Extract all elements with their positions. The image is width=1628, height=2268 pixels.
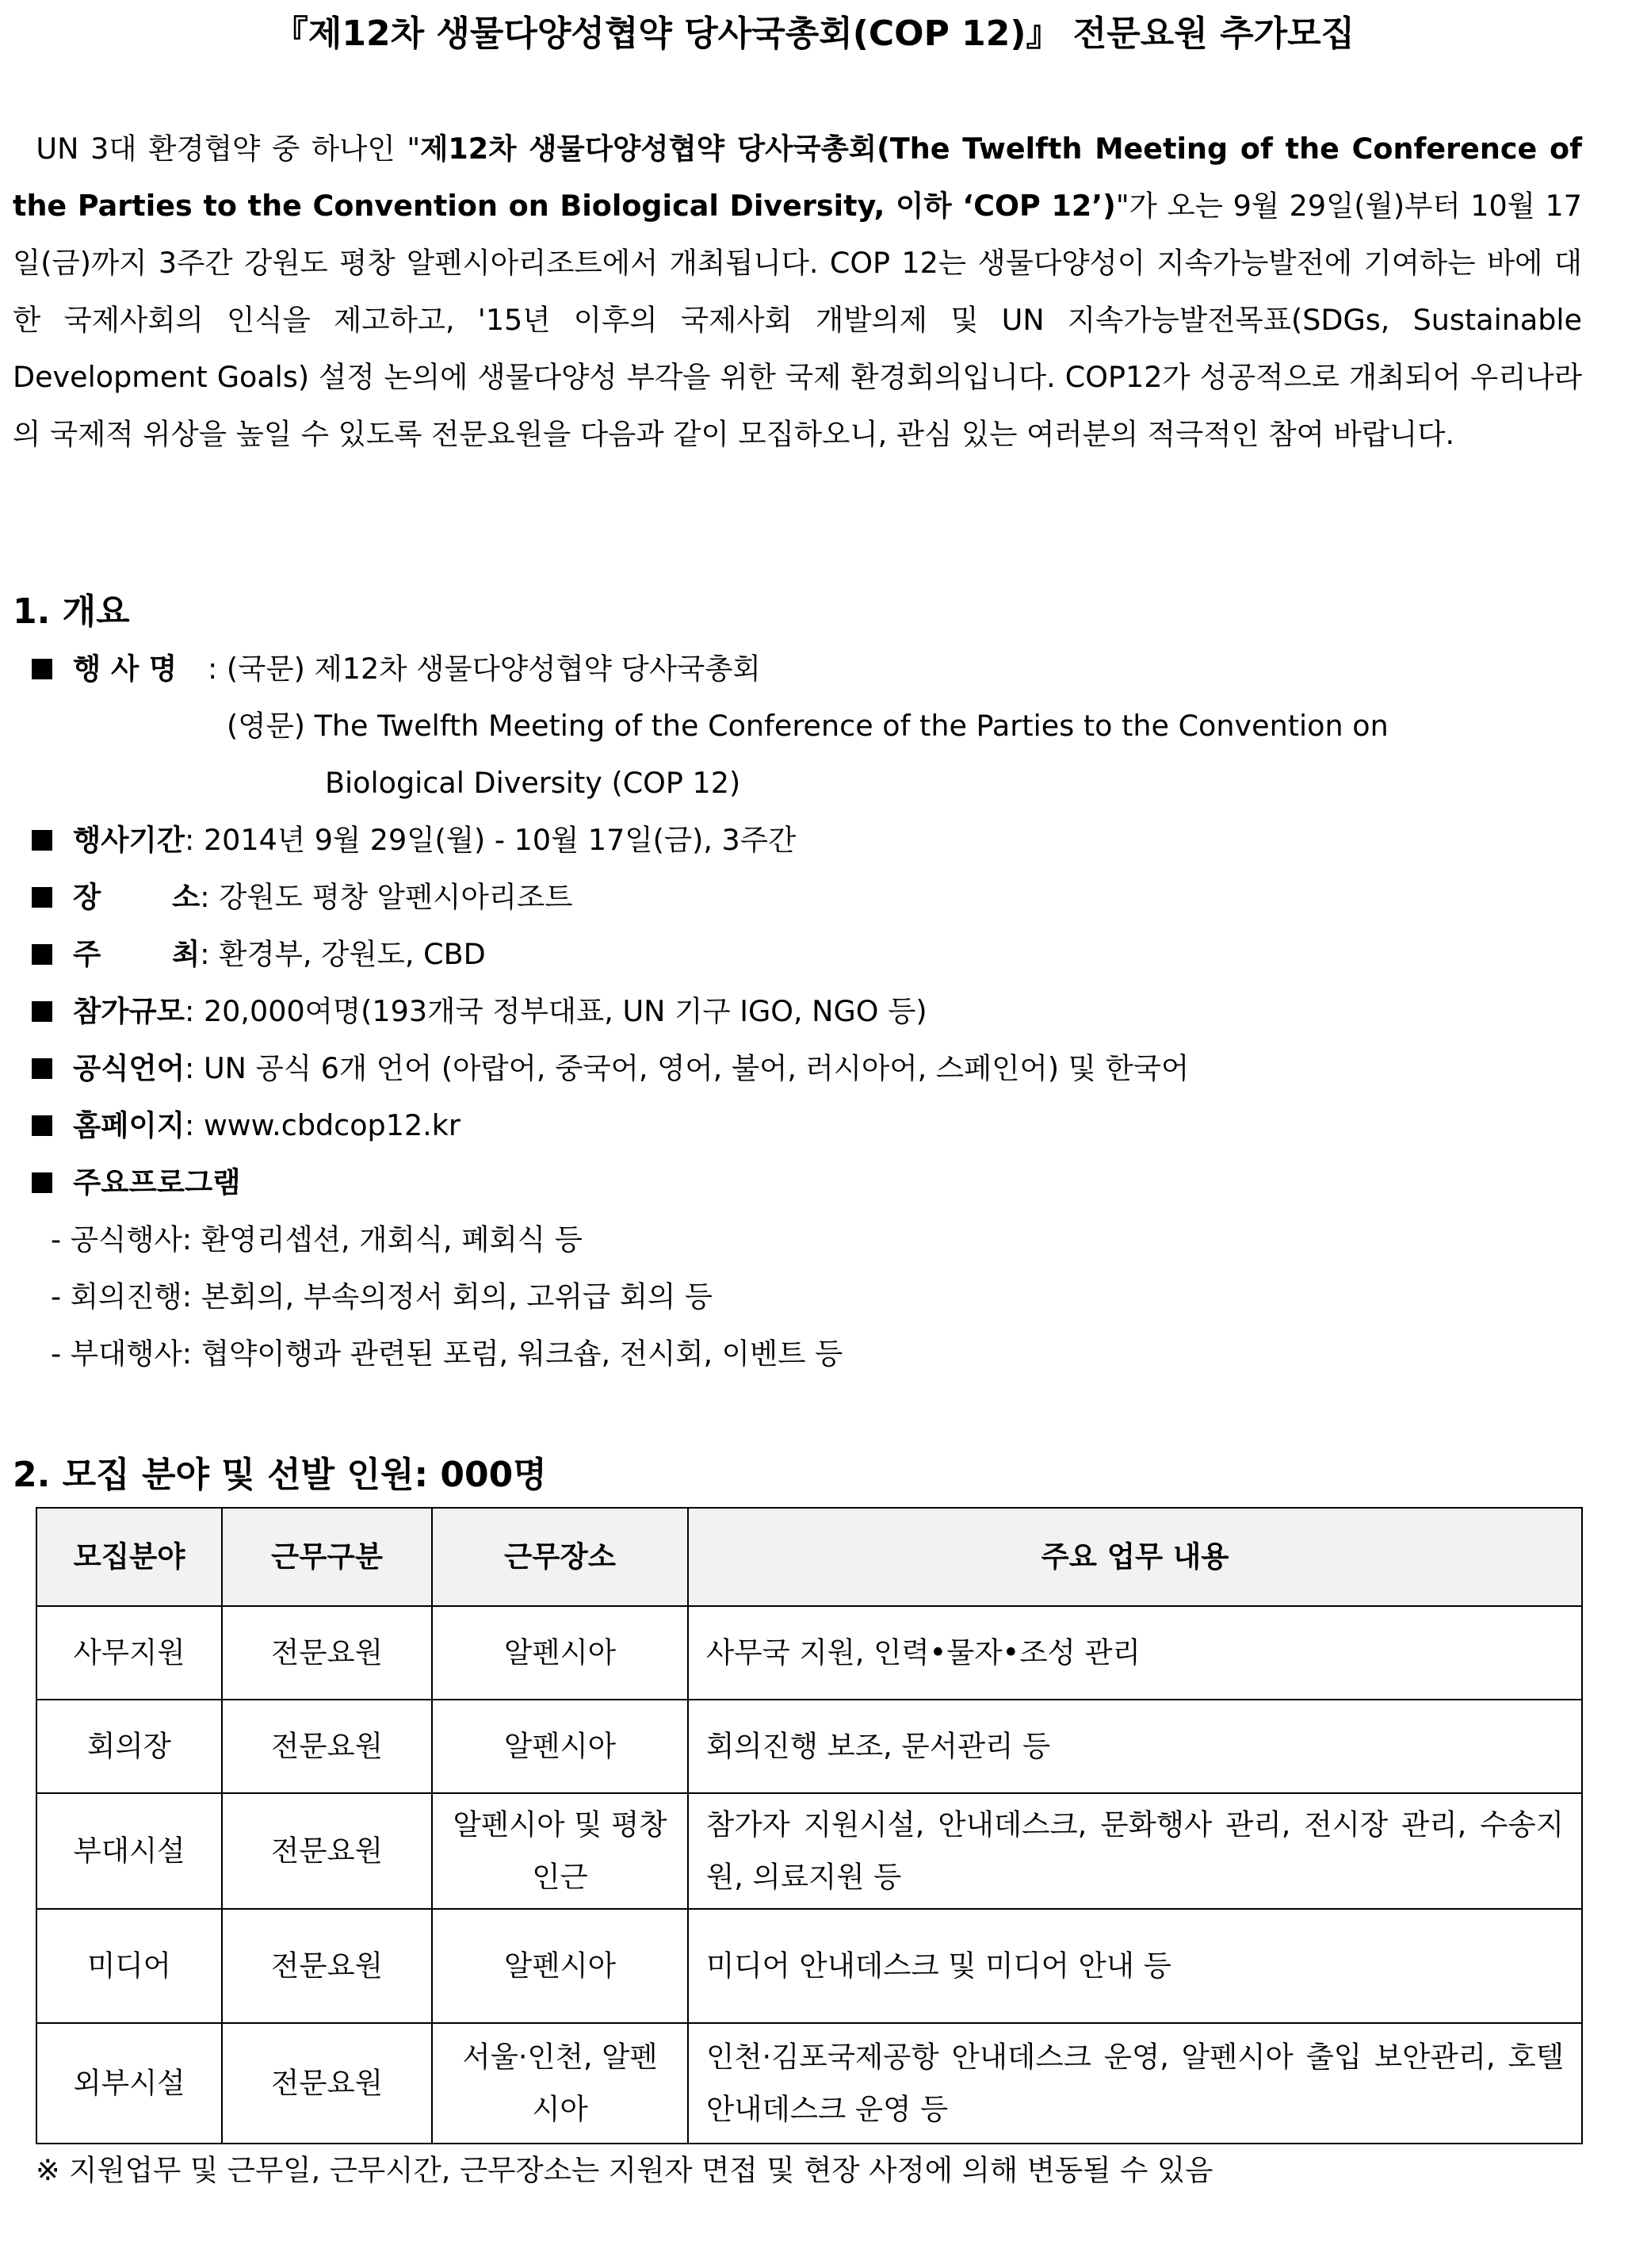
- cell-field: 회의장: [36, 1700, 222, 1793]
- event-name-kr: : (국문) 제12차 생물다양성협약 당사국총회: [208, 652, 761, 686]
- language-value: : UN 공식 6개 언어 (아랍어, 중국어, 영어, 불어, 러시아어, 스페인어) 및 한국어: [185, 1051, 1190, 1085]
- cell-place: 알펜시아: [432, 1700, 688, 1793]
- language-row: [32, 1040, 1189, 1097]
- recruit-table: [36, 1507, 1583, 2144]
- header-place: 근무장소: [432, 1508, 688, 1606]
- header-field: 모집분야: [36, 1508, 222, 1606]
- cell-type: 전문요원: [222, 1793, 432, 1909]
- document-title: 『제12차 생물다양성협약 당사국총회(COP 12)』 전문요원 추가모집: [273, 13, 1355, 54]
- intro-text-rest: "가 오는 9월 29일(월)부터 10월 17일(금)까지 3주간 강원도 평창 알펜시아리조트에서 개최됩니다. COP 12는 생물다양성이 지속가능발전에 기여하는 바에 대한 국제사회의 인식을 제고하고, '15년 이후의 국제사회 개발의제 및 UN 지속가능발전목표(SDGs, Sustainable Development Goals) 설정 논의에 생물다양성 부각을 위한 국제 환경회의입니다. COP12가 성공적으로 개최되어 우리나라의 국제적 위상을 높일 수 있도록 전문요원을 다음과 같이 모집하오니, 관심 있는 여러분의 적극적인 참여 바랍니다.: [13, 189, 1582, 451]
- period-value: : 2014년 9월 29일(월) - 10월 17일(금), 3주간: [185, 823, 797, 857]
- square-bullet-icon: [32, 659, 52, 679]
- cell-field: 미디어: [36, 1909, 222, 2023]
- intro-paragraph: [13, 120, 1582, 463]
- host-label-2: 최: [172, 937, 201, 971]
- cell-duty: 사무국 지원, 인력•물자•조성 관리: [688, 1606, 1582, 1700]
- intro-event-name: 제12차 생물다양성협약 당사국총회(The Twelfth Meeting of the Conference of the Parties to the Convention on Biological Diversity, 이하 ‘COP 12’): [13, 132, 1582, 223]
- square-bullet-icon: [32, 1172, 52, 1193]
- scale-label: 참가규모: [73, 994, 185, 1028]
- table-header-row: [36, 1508, 1582, 1606]
- cell-field: 외부시설: [36, 2023, 222, 2144]
- recruit-heading: 2. 모집 분야 및 선발 인원: 000명: [13, 1455, 547, 1495]
- square-bullet-icon: [32, 1001, 52, 1022]
- table-row: [36, 1606, 1582, 1700]
- period-label: 행사기간: [73, 823, 185, 857]
- cell-duty: 회의진행 보조, 문서관리 등: [688, 1700, 1582, 1793]
- cell-place: 서울·인천, 알펜시아: [432, 2023, 688, 2144]
- event-name-label: 행 사 명: [73, 652, 178, 686]
- homepage-link[interactable]: : www.cbdcop12.kr: [185, 1108, 461, 1142]
- overview-heading: 1. 개요: [13, 591, 130, 632]
- footnote: ※ 지원업무 및 근무일, 근무시간, 근무장소는 지원자 면접 및 현장 사정에 의해 변동될 수 있음: [36, 2153, 1213, 2187]
- square-bullet-icon: [32, 944, 52, 965]
- square-bullet-icon: [32, 1058, 52, 1079]
- program-item-side-events: - 부대행사: 협약이행과 관련된 포럼, 워크숍, 전시회, 이벤트 등: [51, 1337, 843, 1371]
- scale-value: : 20,000여명(193개국 정부대표, UN 기구 IGO, NGO 등): [185, 994, 927, 1028]
- cell-place: 알펜시아 및 평창 인근: [432, 1793, 688, 1909]
- host-label-1: 주: [73, 937, 101, 971]
- scale-row: [32, 983, 927, 1040]
- cell-field: 부대시설: [36, 1793, 222, 1909]
- table-row: [36, 2023, 1582, 2144]
- venue-label-2: 소: [172, 880, 201, 914]
- event-name-row: [32, 641, 761, 698]
- venue-row: [32, 869, 572, 926]
- host-value: : 환경부, 강원도, CBD: [200, 937, 486, 971]
- cell-place: 알펜시아: [432, 1909, 688, 2023]
- program-item-official: - 공식행사: 환영리셉션, 개회식, 폐회식 등: [51, 1222, 583, 1256]
- header-duty: 주요 업무 내용: [688, 1508, 1582, 1606]
- table-row: [36, 1700, 1582, 1793]
- cell-duty: 미디어 안내데스크 및 미디어 안내 등: [688, 1909, 1582, 2023]
- program-label: 주요프로그램: [73, 1165, 241, 1199]
- cell-duty: 참가자 지원시설, 안내데스크, 문화행사 관리, 전시장 관리, 수송지원, 의료지원 등: [688, 1793, 1582, 1909]
- cell-duty: 인천·김포국제공항 안내데스크 운영, 알펜시아 출입 보안관리, 호텔 안내데스크 운영 등: [688, 2023, 1582, 2144]
- event-name-en-line1: (영문) The Twelfth Meeting of the Conference of the Parties to the Convention on: [227, 709, 1389, 743]
- table-row: [36, 1793, 1582, 1909]
- program-item-meetings: - 회의진행: 본회의, 부속의정서 회의, 고위급 회의 등: [51, 1279, 713, 1314]
- intro-text-start: UN 3대 환경협약 중 하나인 ": [36, 132, 421, 166]
- cell-type: 전문요원: [222, 2023, 432, 2144]
- cell-type: 전문요원: [222, 1700, 432, 1793]
- square-bullet-icon: [32, 1115, 52, 1136]
- cell-field: 사무지원: [36, 1606, 222, 1700]
- square-bullet-icon: [32, 887, 52, 908]
- program-row: [32, 1154, 241, 1211]
- cell-type: 전문요원: [222, 1606, 432, 1700]
- homepage-row: [32, 1097, 461, 1154]
- language-label: 공식언어: [73, 1051, 185, 1085]
- header-type: 근무구분: [222, 1508, 432, 1606]
- venue-value: : 강원도 평창 알펜시아리조트: [200, 880, 573, 914]
- venue-label-1: 장: [73, 880, 101, 914]
- cell-place: 알펜시아: [432, 1606, 688, 1700]
- square-bullet-icon: [32, 830, 52, 851]
- homepage-label: 홈페이지: [73, 1108, 185, 1142]
- period-row: [32, 812, 796, 869]
- cell-type: 전문요원: [222, 1909, 432, 2023]
- table-row: [36, 1909, 1582, 2023]
- host-row: [32, 926, 486, 983]
- event-name-en-line2: Biological Diversity (COP 12): [325, 766, 741, 800]
